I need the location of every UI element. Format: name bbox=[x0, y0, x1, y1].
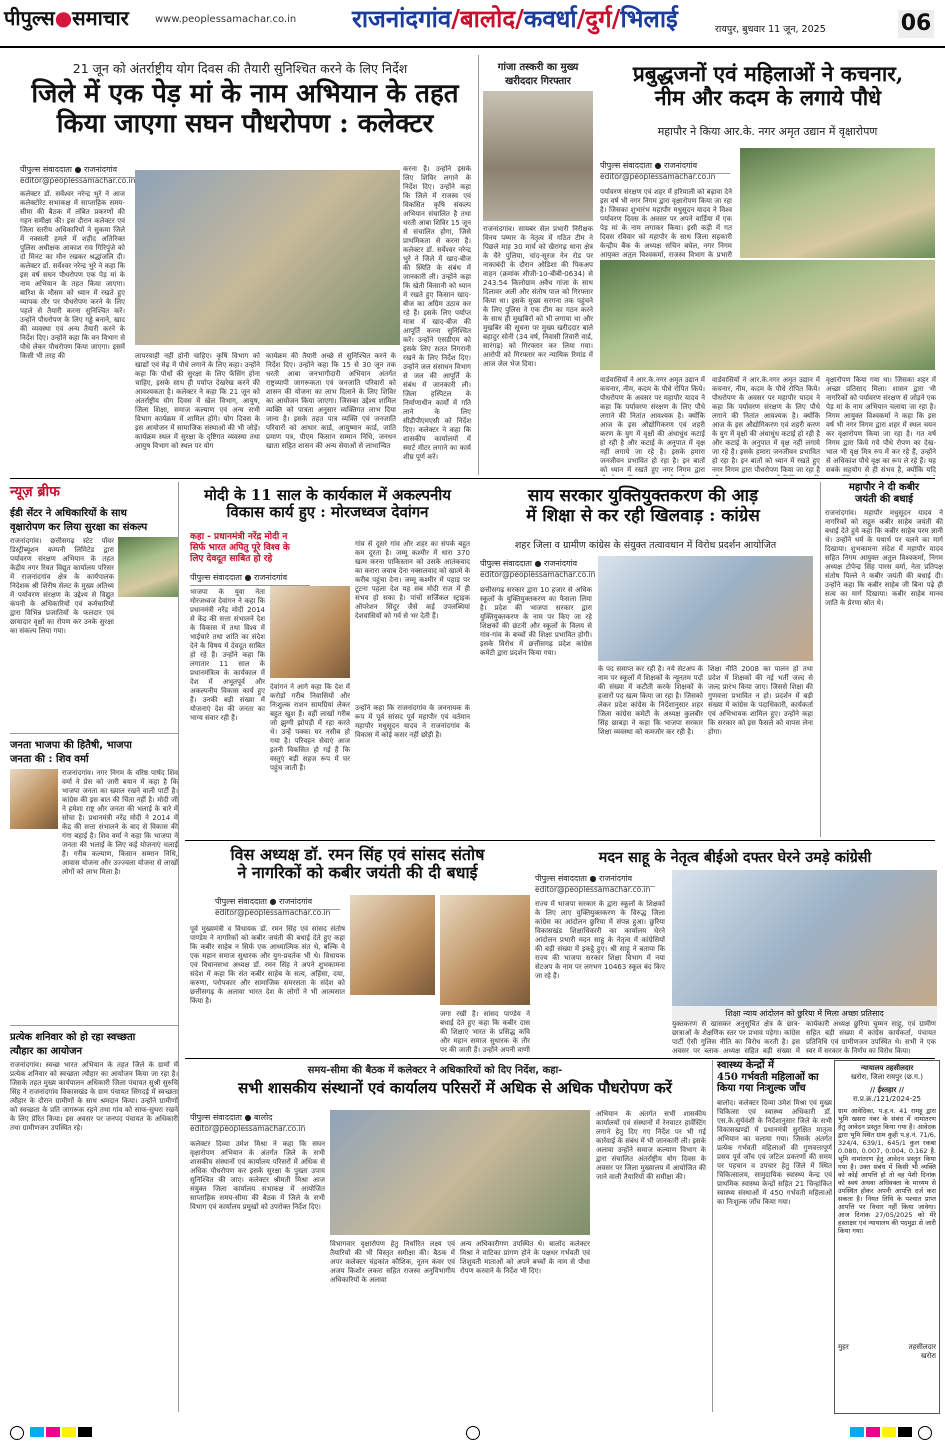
story3-col3: वृक्षारोपण किया गया था। जिसका शहर में अच्छा प्रतिसाद मिला। शासन द्वारा भी नागरिकों को पर्यावरण संरक्षण से जोड़ने एक पेड़ मां के नाम अभियान चलाया जा रहा है। निगम आयुक्त विश्वकर्मा ने कहा कि इस वर्ष भी नगर निगम द्वारा शहर में स्थल चयन कर वृक्षारोपण किया जा रहा है। गत वर्ष निगम द्वारा किये गये पौधे रोपण का देख-भाल भी वृक्ष मित्र रुप में कर रहे हैं, उन्होंने से अधिकांश पौधे वृक्ष का रूप ले रहे हैं। यह सबके सहयोग से ही संभव है, क्योंकि यदि bbox=[826, 376, 936, 474]
story3-group-photo bbox=[600, 260, 935, 370]
magenta-swatch bbox=[866, 1427, 880, 1437]
print-registration-strip bbox=[0, 1418, 945, 1445]
story3-byline: पीपुल्स संवाददाता ● राजनांदगांव bbox=[600, 160, 730, 174]
story4-sub-line2: सिर्फ भारत अपितु पूरे विश्व के bbox=[190, 543, 290, 553]
legal-signatory bbox=[909, 1343, 936, 1361]
brand-right: समाचार bbox=[72, 6, 129, 30]
legal-case-no: रा.प्र.क्र./121/2024-25 bbox=[852, 1095, 922, 1103]
story4-headline-line2: विकास कार्य हुए : मोरजध्वज देवांगन bbox=[226, 503, 429, 522]
dateline: रायपुर, बुधवार 11 जून, 2025 bbox=[715, 24, 826, 35]
story8-col2: युक्तकरण से खासकर अनुसूचित क्षेत्र के छात्र-छात्राओं के शैक्षणिक स्तर पर प्रभाव पड़ेगा। कांग्रेस पार्टी ऐसी गुलिस नीति का विरोध करती है। इस अवसर पर ब्लाक अध्यक्ष सहित बड़ी संख्या में bbox=[672, 1020, 800, 1055]
story5-byline: पीपुल्स संवाददाता ● राजनांदगांव bbox=[480, 558, 595, 572]
city-sep: / bbox=[451, 4, 460, 33]
black-swatch bbox=[898, 1427, 912, 1437]
brief2-body: राजनांदगांव। नगर निगम के वरिष्ठ पार्षद शिव वर्मा ने प्रेस को जारी बयान में कहा है कि भाजपा जनता का ख्याल रखने वाली पार्टी है। कांग्रेस की इस बात की चिंता नहीं है। मोदी जी ने हमेशा राष्ट्र और जनता की भलाई के बारे में सोचा है। प्रधानमंत्री नरेंद्र मोदी ने 2014 में केंद्र की सत्ता संभालने के बाद से विकास की गंगा बहाई है। शिव वर्मा ने कहा कि भाजपा ने जनता की भलाई के लिए कई योजनाएं चलाई हैं। गरीब कल्याण, किसान सम्मान निधि, आवास योजना और उज्ज्वला योजना से लाखों लोगों को लाभ मिला है। bbox=[62, 769, 178, 876]
legal-sign-line1: तहसीलदार bbox=[908, 1343, 936, 1351]
brief1-photo bbox=[118, 537, 178, 597]
story4-sub bbox=[190, 532, 320, 565]
city-sep: / bbox=[611, 4, 621, 33]
story1-meeting-photo bbox=[135, 170, 400, 345]
brief2-portrait bbox=[10, 769, 58, 829]
story7-portrait-santosh bbox=[440, 895, 530, 1005]
story1-col1: कलेक्टर डॉ. सर्वेश्वर नरेन्द्र भुरे ने आज कलेक्टोरेट सभाकक्ष में साप्ताहिक समय-सीमा की बैठक में लंबित प्रकरणों की गहन समीक्षा की। इस दौरान कलेक्टर एवं जिला स्तरीय अधिकारियों ने सुकमा जिले में नक्सली हमले में शहीद अतिरिक्त पुलिस अधीक्षक आकाश राव गिरिपुंजे को दो मिनट का मौन रखकर श्रद्धांजलि दी। कलेक्टर डॉ. सर्वेश्वर नरेन्द्र भुरे ने कहा कि इस वर्ष सघन पौधरोपण एक पेड़ मां के नाम अभियान के तहत किया जाएगा। बारिश के मौसम को ध्यान में रखते हुए व्यापक तौर पर पौधरोपण करने के लिए पहले से तैयारी करना सुनिश्चित करें। उन्होंने पौधरोपण के लिए गड्ढे बनाने, खाद की व्यवस्था एवं अन्य तैयारी करने के निर्देश दिए। उन्होंने कहा कि वन विभाग से पौधे लेकर पौधरोपण किया जाएगा। इसमें किसी भी तरह की bbox=[20, 190, 125, 360]
story3-kicker: महापौर ने किया आर.के. नगर अमृत उद्यान में वृक्षारोपण bbox=[657, 125, 878, 138]
legal-notice-ad bbox=[834, 1060, 940, 1414]
story4-sub-line3: लिए देवदूत साबित हो रहे bbox=[190, 554, 273, 564]
story4-sub-line1: कहा - प्रधानमंत्री नरेंद्र मोदी न bbox=[190, 532, 288, 542]
brief1-headline-line2[interactable]: वृक्षारोपण कर लिया सुरक्षा का संकल्प bbox=[10, 522, 148, 533]
story6-headline-line2[interactable]: जयंती की बधाई bbox=[854, 493, 914, 505]
story6-body: राजनांदगांव। महापौर मधुसूदन यादव ने नागरिकों को सद्गुरु कबीर साहेब जयंती की बधाई देते हुये कहा कि कबीर साहेब परम ज्ञानी थे। उन्होंने धर्म के यथार्थ पर चलने का मार्ग दिखाया। शुभकामना संदेश में महापौर यादव सहित निगम आयुक्त अतुल विश्वकर्मा, निगम अध्यक्ष टोपेन्द्र सिंह पारस वर्मा, नेता प्रतिपक्ष संतोष पिल्ले ने कबीर जयंती की बधाई दी। उन्होंने कहा कि कबीर साहेब जी बिना पढ़े ही सत्य का मार्ग दिखाया। कबीर साहेब मानव जाति के प्रेरणा स्रोत थे। bbox=[825, 509, 943, 607]
story2-body: राजनांदगांव। सायबर सेल प्रभारी निरीक्षक विनय पम्मार के नेतृत्व में गठित टीम ने पिछले माह 30 मार्च को खैरागढ़ थाना क्षेत्र के चैरे पुलिया, चांद-सूरज नेन रोड पर नाकाबंदी के दौरान ओडिशा की पिकअप वाहन (क्रमांक सीजी-10-बीबी-0634) से 243.54 किलोग्राम अवैध गांजा के साथ दिलावर अली और संतोष पाल को गिरफ्तार किया था। इसके मुख्य सरगना तक पहुंचने के लिए पुलिस ने एक टीम का गठन करने के साथ ही मुखबिरों को भी लगाया था और मुखबिर की सूचना पर मुख्य खरीददार बाले बहादुर सोनी (34 वर्ष, निवासी तिवारी वार्ड, सारंगढ़) को गिरफ्तार कर लिया गया। आरोपी को गिरफ्तार कर न्यायिक रिमांड में आज जेल भेज दिया। bbox=[483, 225, 593, 368]
story7-col1: पूर्व मुख्यमंत्री व विधायक डॉ. रमन सिंह एवं सांसद संतोष पाण्डेय ने नागरिकों को कबीर जयंती की बधाई देते हुए कहा कि कबीर साहेब न सिर्फ एक आध्यात्मिक संत थे, बल्कि वे एक महान समाज सुधारक और युग-प्रवर्तक भी थे। विधायक एवं विधानसभा अध्यक्ष डॉ. रमन सिंह ने अपने शुभकामना संदेश में कहा कि संत कबीर साहेब के सत्य, अहिंसा, दया, करुणा, परोपकार और सामाजिक समरसता के संदेश को छत्तीसगढ़ के अलावा भारत देश के लोगों ने भी आत्मसात किया है। bbox=[190, 925, 345, 1005]
story9-col2: विभागवार वृक्षारोपण हेतु निर्धारित लक्ष्य एवं तैयारियों की भी विस्तृत समीक्षा की। बैठक में अपर कलेक्टर चंद्रकांत कौशिक, नूतन कंवर एवं अजय किशोर लकरा सहित राजस्व अनुविभागीय अधिकारियों के अलावा bbox=[330, 1240, 455, 1284]
story8-byline: पीपुल्स संवाददाता ● राजनांदगांव bbox=[535, 873, 655, 887]
city-kawardha: कवर्धा bbox=[523, 4, 577, 33]
masthead bbox=[0, 0, 945, 48]
brief3-headline-line1[interactable]: प्रत्येक शनिवार को हो रहा स्वच्छता bbox=[10, 1025, 178, 1043]
brief1-headline-line1[interactable]: ईडी सेंटर ने अधिकारियों के साथ bbox=[10, 508, 127, 519]
divider-rule bbox=[10, 478, 935, 479]
brief3-headline-line2[interactable]: त्यौहार का आयोजन bbox=[10, 1046, 83, 1057]
magenta-swatch bbox=[46, 1427, 60, 1437]
story8-col3: कार्यकारी अध्यक्ष छुरिया चुम्मन साहू, एवं ग्रामीण सहित बड़ी संख्या में कांग्रेस कार्यकर्ता, पंचायत प्रतिनिधि एवं ग्रामीणजन उपस्थित थे। सभी ने एक स्वर में सरकार के निर्णय का विरोध किया। bbox=[806, 1020, 936, 1055]
story5-kicker: शहर जिला व ग्रामीण कांग्रेस के संयुक्त तत्वावधान में विरोध प्रदर्शन आयोजित bbox=[514, 540, 777, 551]
story6-headline-line1[interactable]: महापौर ने दी कबीर bbox=[848, 482, 920, 493]
story2-kicker-line2: खरीददार गिरफ्तार bbox=[505, 76, 571, 87]
story1-col3: कार्यक्रम की तैयारी अच्छे से सुनिश्चित करने के निर्देश दिए। उन्होंने कहा कि 15 से 30 जून तक धरती आबा जनभागीदारी अभियान अंतर्गत राष्ट्रव्यापी जागरूकता एवं जनजाति परिवारों को शासन की योजना का लाभ दिलाने के लिए शिविर का आयोजन किया जाएगा। जिसका उद्देश्य शामिल व्यक्ति को पात्रता अनुसार व्यक्तिगत लाभ दिया जाना है। इसके तहत पात्र व्यक्ति एवं जनजाति परिवारों को आधार कार्ड, आयुष्मान कार्ड, जाति प्रमाण पत्र, पीएम किसान सम्मान निधि, जनधन खाता सहित शासन की अन्य सेवाओं से लाभान्वित bbox=[266, 352, 396, 450]
registration-mark-icon bbox=[10, 1426, 24, 1440]
story9-email[interactable]: editor@peoplessamachar.co.in bbox=[190, 1124, 306, 1133]
story5-col2: के पद समाप्त कर रही है। नये सेटअप के नाम पर स्कूलों में शिक्षकों के न्यूनतम पदों की संख्या में कटौती करके शिक्षकों के हजारों पद खत्म किया जा रहा है। जिसको लेकर प्रदेश कांग्रेस के निर्देशानुसार शहर जिला कांग्रेस कमेटी के अध्यक्ष कुलबीर सिंह छाबड़ा ने कहा कि भाजपा सरकार शिक्षा व्यवस्था को कमजोर कर रही है। bbox=[598, 665, 703, 736]
story8-email[interactable]: editor@peoplessamachar.co.in bbox=[535, 885, 651, 894]
brand-left: पीपुल्स bbox=[4, 6, 55, 30]
story7-headline-line2: ने नागरिकों को कबीर जयंती की दी बधाई bbox=[237, 863, 478, 883]
story4-col2: देवांगन ने आगे कहा कि देश में करोड़ों गरीब निवासियों और निःशुल्क राशन सामग्रियां लेकर बहुत खुश हैं। वहीं लाखों गरीब जो झुग्गी झोपड़ी में रहा करते थे। उन्हें पक्का घर नसीब हो गया है। परिवहन सेवाएं आज इतनी विकसित हो गई हैं कि वस्तुएं बड़ी सहज रूप में घर पहुंच जाती हैं। bbox=[270, 683, 350, 772]
story1-headline-line2: किया जाएगा सघन पौधरोपण : कलेक्टर bbox=[56, 108, 434, 139]
story5-headline[interactable] bbox=[478, 487, 808, 526]
story1-col2: लापरवाही नहीं होनी चाहिए। कृषि विभाग को खाद्यों एवं मेढ़ में पौधे लगाने के लिए कहा। उन्होंने कहा कि पौधों की सुरक्षा के लिए फेंसिंग होना चाहिए, इसके साथ ही पर्याप्त देखरेख करने की आवश्यकता है। कलेक्टर ने कहा कि 21 जून को अंतर्राष्ट्रीय योग दिवस में खेल विभाग, आयुष, जिला शिक्षा, समाज कल्याण एवं अन्य सभी विभाग कार्यक्रम में शामिल होंगे। योग दिवस के इस आयोजन में सामाजिक संस्थाओं की भी जोड़ें। कार्यक्रम स्थल में सुरक्षा के दृष्टिगत व्यवस्था तथा आयुष विभाग को स्थल पर योग bbox=[135, 352, 260, 450]
story3-col2: वार्डवासियों ने आर.के.नगर अमृत उद्यान में कचनार, नीम, कदम के पौधे रोपित किये। पौधरोपण के अवसर पर महापौर यादव ने कहा कि पर्यावरण संरक्षण के लिए पौधे लगाने की नितांत आवश्यक है। क्योंकि आज के इस औद्योगिकरण एवं शहरी करण के युग में वृक्षों की अंधाधुंध कटाई हो रही है और कटाई के अनुपात में वृक्ष नहीं लगाये जा रहे है। इसके हमारा जनजीवन प्रभावित हो रहा है। इन बातों को ध्यान में रखते हुए नगर निगम द्वारा bbox=[600, 376, 705, 474]
cyan-swatch bbox=[30, 1427, 44, 1437]
story7-email[interactable]: editor@peoplessamachar.co.in bbox=[215, 908, 331, 917]
story10-headline-line3[interactable]: किया गया निःशुल्क जाँच bbox=[717, 1083, 806, 1094]
news-brief-column bbox=[10, 482, 179, 1412]
brief2-headline-line1[interactable]: जनता भाजपा की हितैषी, भाजपा bbox=[10, 733, 178, 751]
story9-byline: पीपुल्स संवाददाता ● बालोद bbox=[190, 1112, 305, 1126]
story8-col1: राज्य में भाजपा सरकार के द्वारा स्कूलों के शिक्षकों के लिए लाए युक्तियुक्तकरण के विरुद्ध जिला कांग्रेस का आंदोलन छुरिया में संपन्न हुआ। छुरिया विकासखंड शिक्षाधिकारी का कार्यालय घेरने आंदोलन प्रभारी मदन साहू के नेतृत्व में कांग्रेसियों की बड़ी संख्या में इकट्ठे हुए। श्री साहू ने बताया कि राज्य की भाजपा सरकार शिक्षा विभाग में नया सेटअप के नाम पर लगभग 10463 स्कूल बंद किए जा रहे हैं। bbox=[535, 900, 665, 980]
story4-col4: उन्होंने कहा कि राजनांदगांव के जननायक के रूप में पूर्व सांसद पूर्व महापौर एवं वर्तमान महापौर मधुसूदन यादव ने राजनांदगांव के विकास में कोई कसर नहीं छोड़ी है। bbox=[355, 704, 470, 739]
city-header bbox=[352, 2, 678, 35]
divider-rule bbox=[185, 1058, 935, 1059]
legal-seal: मुहर bbox=[838, 1343, 849, 1351]
story1-headline[interactable] bbox=[10, 80, 480, 140]
story1-byline: पीपुल्स संवाददाता ● राजनांदगांव bbox=[20, 164, 150, 178]
cyan-swatch bbox=[850, 1427, 864, 1437]
legal-heading: // ईश्तहार // bbox=[870, 1086, 904, 1094]
yellow-swatch bbox=[62, 1427, 76, 1437]
story7-byline: पीपुल्स संवाददाता ● राजनांदगांव bbox=[215, 896, 340, 910]
city-rajnandgaon: राजनांदगांव bbox=[352, 4, 452, 33]
story3-headline-line1: प्रबुद्धजनों एवं महिलाओं ने कचनार, bbox=[632, 61, 904, 86]
story5-protest-photo bbox=[598, 556, 813, 661]
story4-headline-line1: मोदी के 11 साल के कार्यकाल में अकल्पनीय bbox=[204, 486, 451, 504]
brief2-headline-line2[interactable]: जनता की : शिव वर्मा bbox=[10, 754, 89, 765]
story3-col2b: वार्डवासियों ने आर.के.नगर अमृत उद्यान में कचनार, नीम, कदम के पौधे रोपित किये। पौधरोपण के अवसर पर महापौर यादव ने कहा कि पर्यावरण संरक्षण के लिए पौधे लगाने की नितांत आवश्यक है। क्योंकि आज के इस औद्योगिकरण एवं शहरी करण के युग में वृक्षों की अंधाधुंध कटाई हो रही है और कटाई के अनुपात में वृक्ष नहीं लगाये जा रहे है। इसके हमारा जनजीवन प्रभावित हो रहा है। इन बातों को ध्यान में रखते हुए नगर निगम द्वारा पौधरोपण किया जा रहा है bbox=[712, 376, 820, 474]
story9-headline[interactable]: सभी शासकीय संस्थानों एवं कार्यालय परिसरों में अधिक से अधिक पौधरोपण करें bbox=[238, 1079, 672, 1097]
story4-col3: गांव से दूसरे गांव और शहर का संपर्क बहुत कम दूरता है। जम्मू कश्मीर में धारा 370 खत्म करना पाकिस्तान को उसके आतंकवाद का करारा जवाब देना नक्सलवाद को खात्मे के करीब पहुंचा देना। जम्मू कश्मीर में पहाड़ पर टूटना पहला देश यह सब मोदी राज में ही संभव हो सका है। पांचों सर्जिकल स्ट्राइक ऑपरेशन सिंदूर जैसे कई उपलब्धियां देशवासियों को गर्व से भर देती हैं। bbox=[355, 540, 470, 620]
story1-headline-line1: जिले में एक पेड़ मां के नाम अभियान के तहत bbox=[31, 79, 459, 109]
story4-headline[interactable] bbox=[185, 487, 470, 522]
story7-headline-line1: विस अध्यक्ष डॉ. रमन सिंह एवं सांसद संतोष bbox=[230, 845, 485, 864]
story8-headline[interactable]: मदन साहू के नेतृत्व बीईओ दफ्तर घेरने उमड़े कांग्रेसी bbox=[598, 849, 872, 866]
story2-kicker-line1: गांजा तस्करी का मुख्य bbox=[497, 62, 579, 73]
brief1-body: राजनांदगांव। छत्तीसगढ़ स्टेट पॉवर डिस्ट्रीब्यूशन कम्पनी लिमिटेड द्वारा पर्यावरण संरक्षण अभियान के तहत केंद्रीय नगर रिवत विद्युत कार्यालय परिसर में राजनांदगांव क्षेत्र के कार्यपालक निदेशक श्री शिरीष सेलट के मुख्य अतिथ्य में पर्यावरण संरक्षण के उद्देश्य से विद्युत कंपनी के अधिकारियों एवं कर्मचारियों द्वारा विभिन्न प्रजातियों के फलदार एवं छायादार वृक्षों का रोपण कर उनके सुरक्षा का संकल्प लिया गया। bbox=[10, 537, 114, 635]
story9-col4: अभियान के अंतर्गत सभी शासकीय कार्यालयों एवं संस्थानों में रेनवाटर हार्वेस्टिंग लगाने हेतु दिए गए निर्देश पर भी गई कार्रवाई के संबंध में भी जानकारी ली। इसके अलावा उन्होंने समाज कल्याण विभाग के द्वारा संचालित अंतर्राष्ट्रीय योग दिवस के अवसर पर जिला मुख्यालय में आयोजित की जाने वाली तैयारियों की समीक्षा की। bbox=[596, 1110, 706, 1181]
story9-col1: कलेक्टर दिव्या उमेश मिश्रा ने कहा कि सघन वृक्षारोपण अभियान के अंतर्गत जिले के सभी शासकीय संस्थानों एवं कार्यालय परिसरों में अधिक से अधिक पौधरोपण कर इसके सुरक्षा के पुख्ता उपाय सुनिश्चित की जाए। कलेक्टर श्रीमती मिश्रा आज संयुक्त जिला कार्यालय सभाकक्ष में आयोजित साप्ताहिक समय-सीमा की बैठक में जिले के सभी विभाग एवं कार्यालय प्रमुखों को उपरोक्त निर्देश दिए। bbox=[190, 1140, 325, 1211]
story6 bbox=[820, 482, 943, 837]
story1-email[interactable]: editor@peoplessamachar.co.in bbox=[20, 176, 136, 185]
story10-headline-line2[interactable]: 450 गर्भवती महिलाओं का bbox=[717, 1071, 819, 1083]
yellow-swatch bbox=[882, 1427, 896, 1437]
story5-email[interactable]: editor@peoplessamachar.co.in bbox=[480, 570, 596, 579]
story3-headline-line2: नीम और कदम के लगाये पौधे bbox=[654, 85, 882, 111]
story7-col2: जगा रखी है। सांसद पाण्डेय ने बधाई देते हुए कहा कि कबीर दास की शिक्षाएं भारत के प्रसिद्ध कवि और महान समाज सुधारक के तौर पर की जाती हैं। उन्होंने अपनी वाणी bbox=[440, 1010, 530, 1054]
story5-col1: छत्तीसगढ़ सरकार द्वारा 10 हजार से अधिक स्कूलों के युक्तियुक्तकरण का फैसला लिया है। प्रदेश की भाजपा सरकार द्वारा युक्तियुक्तकरण के नाम पर किए जा रहे शिक्षकों की छंटनी और स्कूलों के विलय से गांव-गांव के बच्चों की शिक्षा प्रभावित होगी। इसके विरोध में छत्तीसगढ़ प्रदेश कांग्रेस कमेटी द्वारा प्रदर्शन किया गया। bbox=[480, 586, 592, 657]
story9-meeting-photo bbox=[330, 1110, 590, 1235]
story4-col1: भाजपा के युवा नेता मोरजध्वज देवांगन ने कहा कि प्रधानमंत्री नरेंद्र मोदी 2014 से केंद्र की सत्ता संभालने देश के विकास में तथा विश्व में भाईचारे तथा शांति का संदेश देने के विषय में देवदूत साबित हो रहे हैं। उन्होंने कहा कि लगातार 11 साल के प्रधानमंत्रित्व के कार्यकाल में देश में अभूतपूर्व और अकल्पनीय विकास कार्य हुए हैं। उनकी बड़ी संख्या में योजनाएं देश की जनता का भाग्य संवार रही हैं। bbox=[190, 588, 265, 722]
story8-protest-photo bbox=[672, 870, 937, 1006]
story7-headline[interactable] bbox=[185, 846, 530, 883]
story2 bbox=[478, 55, 597, 475]
brand-dot: ● bbox=[54, 6, 73, 30]
story1-col4: करना है। उन्होंने इसके लिए शिविर लगाने के निर्देश दिए। उन्होंने कहा कि जिले में राजस्व एवं विकसित कृषि संकल्प अभियान संचालित है तथा धरती आबा शिविर 15 जून से संचालित होगा, जिसे प्राथमिकता से करना है। कलेक्टर डॉ. सर्वेश्वर नरेन्द्र भुरे ने जिले में खाद-बीज की स्थिति के संबंध में जानकारी ली। उन्होंने कहा कि खेती किसानी को ध्यान में रखते हुए किसान खाद-बीज का अग्रिम उठाव कर रहे हैं। इसके लिए पर्याप्त मात्रा में खाद-बीज की आपूर्ति करना सुनिश्चित करें। उन्होंने एसडीएम को इसके लिए सतत निगरानी रखने के लिए निर्देश दिए। उन्होंने जल संसाधन विभाग से जल की आपूर्ति के संबंध में जानकारी ली। जिला हस्पिटल के निर्माणाधीन कार्यों में गति लाने के लिए सीडीपीएमएसी को निर्देश दिए। कलेक्टर ने कहा कि शासकीय कार्यालयों में स्मार्ट मीटर लगाने का कार्य शीघ्र पूर्ण करें। bbox=[403, 165, 471, 461]
story3-col1: पर्यावरण संरक्षण एवं शहर में हरियाली को बढ़ावा देने इस वर्ष भी नगर निगम द्वारा वृक्षारोपण किया जा रहा है। जिसका शुभारंभ महापौर मधुसूदन यादव ने विश्व पर्यावरण दिवस के अवसर पर अपने वार्डिया में एक पेड़ मां के नाम लगाकर किया। इसी कड़ी में गत दिवस रविवार को महापौर के साथ जिला सहकारी केन्द्रीय बैंक के अध्यक्ष सचिन बघेल, नगर निगम आयुक्त अतुल विश्वकर्मा, राजस्व विभाग के प्रभारी bbox=[600, 188, 732, 258]
brief3-body: राजनांदगांव। स्वच्छ भारत अभियान के तहत जिले के ग्रामों में प्रत्येक शनिवार को स्वच्छता त्यौहार का आयोजन किया जा रहा है। जिसके तहत मुख्य कार्यपालन अधिकारी जिला पंचायत सुश्री सुरुचि सिंह ने राजनांदगांव विकासखंड के ग्राम पंचायत सिंगदई में स्वच्छता त्यौहार के दौरान ग्रामीणों के साथ श्रमदान किया। उन्होंने ग्रामीणों को स्वच्छता के प्रति जागरूक रहने तथा गांव को साफ-सुथरा रखने के लिए प्रेरित किया। इस अवसर पर जनपद पंचायत के अधिकारी तथा ग्रामीणजन उपस्थित रहे। bbox=[10, 1061, 178, 1132]
registration-mark-icon bbox=[918, 1426, 932, 1440]
story3-plantation-photo bbox=[740, 148, 935, 258]
story3-headline[interactable] bbox=[598, 62, 938, 110]
legal-court-line1: न्यायालय तहसीलदार bbox=[860, 1064, 914, 1072]
story10 bbox=[712, 1060, 832, 1412]
brand-logo[interactable] bbox=[4, 4, 129, 31]
city-bhilai: भिलाई bbox=[620, 4, 678, 33]
legal-signature-row bbox=[838, 1343, 936, 1361]
legal-sign-line2: खरोरा bbox=[920, 1352, 936, 1360]
city-balod: बालोद bbox=[459, 4, 516, 33]
city-sep: / bbox=[515, 4, 524, 33]
legal-court-line2: खरोरा, जिला रायपुर (छ.ग.) bbox=[851, 1073, 923, 1081]
story4-byline: पीपुल्स संवाददाता ● राजनांदगांव bbox=[190, 572, 310, 586]
news-brief-tag: न्यूज़ ब्रीफ bbox=[10, 484, 60, 500]
story5-headline-line2: में शिक्षा से कर रही खिलवाड़ : कांग्रेस bbox=[526, 505, 760, 526]
story8-caption: शिक्षा न्याय आंदोलन को छुरिया में मिला अच्छा प्रतिसाद bbox=[672, 1006, 937, 1021]
city-sep: / bbox=[576, 4, 586, 33]
story1-kicker: 21 जून को अंतर्राष्ट्रीय योग दिवस की तैयारी सुनिश्चित करने के लिए निर्देश bbox=[72, 61, 408, 76]
story9-kicker: समय-सीमा की बैठक में कलेक्टर ने अधिकारियों को दिए निर्देश, कहा- bbox=[307, 1065, 563, 1076]
divider-rule bbox=[185, 840, 935, 841]
story9-col3: अन्य अधिकारीगण उपस्थित थे। बालोद कलेक्टर मिश्रा ने वाटिका प्रांगण होने के पक्षधर गर्भवती एवं शिशुवती माताओं को अपने बच्चों के नाम से पौधा रोपण करवाने के निर्देश भी दिए। bbox=[460, 1240, 590, 1275]
story5-headline-line1: साय सरकार युक्तियुक्तकरण की आड़ bbox=[527, 486, 759, 506]
legal-body: ग्राम आवेदिका, प.ह.न. 41 रामहू द्वारा भूमि खसरा नंबर के संबंध में नामांतरण हेतु आवेदन प्रस्तुत किया गया है। आवेदक द्वारा भूमि स्थित ग्राम कुही प.ह.नं. 71/6, 324/4, 639/1, 645/1 कुल रकबा 0.080, 0.007, 0.004, 0.162 है. भूमि नामांतरण हेतु आवेदन प्रस्तुत किया गया है। उक्त संबंध में किसी भी व्यक्ति को कोई आपत्ति हो तो वह पेशी दिनांक को स्वयं अथवा अधिवक्ता के माध्यम से उपस्थित होकर अपनी आपत्ति दर्ज करा सकता है। नियत तिथि के पश्चात प्राप्त आपत्ति पर विचार नहीं किया जावेगा। आज दिनांक 27/05/2025 को मेरे हस्ताक्षर एवं न्यायालय की पदमुद्रा से जारी किया गया। bbox=[838, 1107, 936, 1235]
story10-headline-line1[interactable]: स्वास्थ्य केन्द्रों में bbox=[717, 1060, 775, 1071]
site-url[interactable]: www.peoplessamachar.co.in bbox=[155, 14, 297, 25]
story4-portrait bbox=[270, 586, 350, 678]
story7-portrait-raman bbox=[350, 895, 435, 995]
story5-col3: शिक्षा नीति 2008 का पालन हो तथा प्रदेश में शिक्षकों की नई भर्ती जल्द से जल्द प्रारंभ किया जाए। जिससे शिक्षा की गुणवत्ता प्रभावित न हो। प्रदर्शन में बड़ी संख्या में कांग्रेस के पदाधिकारी, कार्यकर्ता एवं अभिभावक शामिल हुए। उन्होंने कहा कि सरकार को इस फैसले को वापस लेना होगा। bbox=[708, 665, 813, 736]
black-swatch bbox=[78, 1427, 92, 1437]
story10-body: बालोद। कलेक्टर दिव्या उमेश मिश्रा एवं मुख्य चिकित्सा एवं स्वास्थ्य अधिकारी डॉ. एस.के.सुर्यवंशी के निर्देशानुसार जिले के सभी विकासखण्डों में प्रधानमंत्री सुरक्षित मातृत्व अभियान का चलाया गया। जिसके अंतर्गत प्रत्येक गर्भवती महिलाओं की गुणवत्तापूर्ण प्रसव पूर्व जाँच एवं जटिल प्रकरणों की समय पर पहचान व उपचार हेतु जिले में स्थित चिकित्सालय, सामुदायिक स्वास्थ्य केन्द्र एवं प्राथमिक स्वास्थ्य केन्द्रों सहित 21 चिन्हांकित स्वास्थ्य संस्थाओं में 450 गर्भवती महिलाओं का निःशुल्क जाँच किया गया। bbox=[717, 1098, 832, 1206]
city-durg: दुर्ग bbox=[585, 4, 612, 33]
story3-email[interactable]: editor@peoplessamachar.co.in bbox=[600, 172, 716, 181]
registration-mark-icon bbox=[466, 1426, 480, 1440]
page-number: 06 bbox=[898, 10, 934, 38]
story2-arrest-photo bbox=[483, 91, 593, 221]
